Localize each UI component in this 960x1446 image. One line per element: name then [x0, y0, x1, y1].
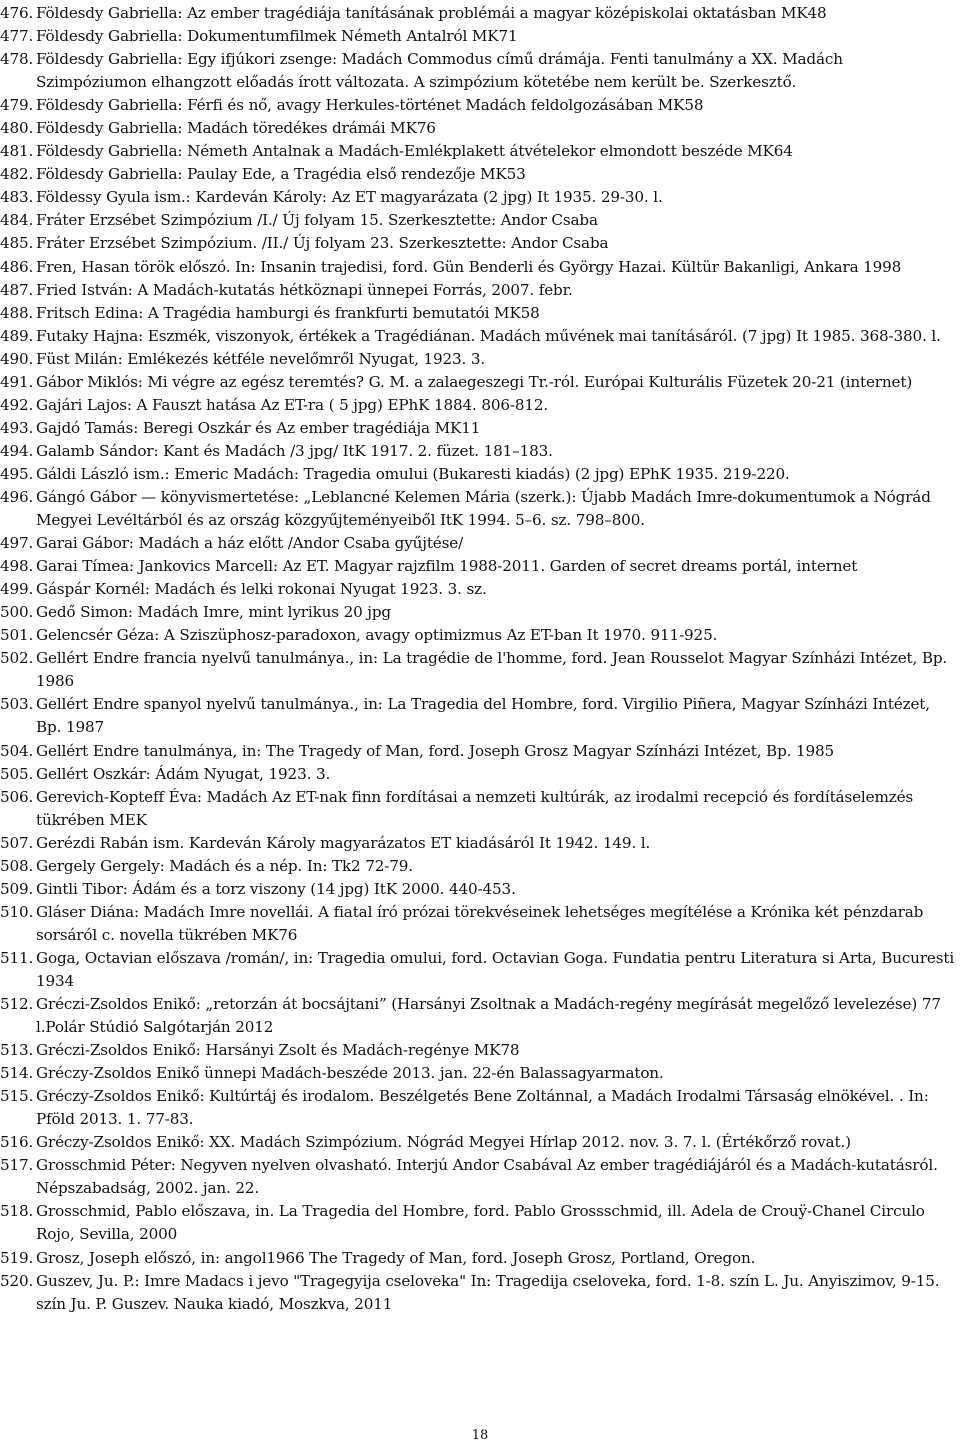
entry-number: 486.: [0, 257, 34, 276]
entry-text: Garai Tímea: Jankovics Marcell: Az ET. Magyar rajzfilm 1988-2011. Garden of secret dreams portál, internet: [36, 557, 858, 576]
bibliography-entry: [0, 763, 960, 786]
entry-text: Gréczy-Zsoldos Enikő ünnepi Madách-beszéde 2013. jan. 22-én Balassagyarmaton.: [36, 1064, 664, 1083]
entry-text: Földesdy Gabriella: Madách töredékes drámái MK76: [36, 119, 436, 138]
entry-text: Gréczi-Zsoldos Enikő: Harsányi Zsolt és Madách-regénye MK78: [36, 1041, 520, 1060]
entry-number: 507.: [0, 833, 34, 852]
entry-number: 512.: [0, 995, 34, 1014]
entry-text: Gellért Endre tanulmánya, in: The Tragedy of Man, ford. Joseph Grosz Magyar Színházi Intézet, Bp. 1985: [36, 741, 835, 760]
bibliography-entry: [0, 786, 960, 832]
bibliography-entry: [0, 947, 960, 993]
entry-number: 513.: [0, 1041, 34, 1060]
entry-text: Gáldi László ism.: Emeric Madách: Tragedia omului (Bukaresti kiadás) (2 jpg) EPhK 1935. 219-220.: [36, 464, 790, 483]
entry-text: Goga, Octavian előszava /román/, in: Tragedia omului, ford. Octavian Goga. Fundatia pentru Literatura si Arta, Bucuresti 1934: [36, 948, 955, 990]
entry-text: Gelencsér Géza: A Sziszüphosz-paradoxon, avagy optimizmus Az ET-ban It 1970. 911-925.: [36, 626, 718, 645]
bibliography-entry: [0, 578, 960, 601]
entry-number: 497.: [0, 534, 34, 553]
entry-text: Grosschmid, Pablo előszava, in. La Tragedia del Hombre, ford. Pablo Grossschmid, ill. Adela de Crouÿ-Chanel Circulo Rojo, Sevilla, 2000: [36, 1202, 925, 1244]
entry-text: Gerézdi Rabán ism. Kardeván Károly magyarázatos ET kiadásáról It 1942. 149. l.: [36, 833, 651, 852]
bibliography-entry: [0, 532, 960, 555]
bibliography-entry: [0, 94, 960, 117]
bibliography-entry: [0, 1131, 960, 1154]
bibliography-entry: [0, 601, 960, 624]
entry-text: Grosz, Joseph előszó, in: angol1966 The Tragedy of Man, ford. Joseph Grosz, Portland, Oregon.: [36, 1248, 756, 1267]
bibliography-entry: [0, 2, 960, 25]
entry-number: 504.: [0, 741, 34, 760]
bibliography-entry: [0, 163, 960, 186]
entry-text: Garai Gábor: Madách a ház előtt /Andor Csaba gyűjtése/: [36, 534, 464, 553]
entry-text: Gintli Tibor: Ádám és a torz viszony (14 jpg) ItK 2000. 440-453.: [36, 879, 516, 898]
entry-text: Gellért Endre spanyol nyelvű tanulmánya., in: La Tragedia del Hombre, ford. Virgilio Piñera, Magyar Színházi Intézet, Bp. 1987: [36, 695, 930, 737]
bibliography-entry: [0, 209, 960, 232]
entry-text: Fried István: A Madách-kutatás hétköznapi ünnepei Forrás, 2007. febr.: [36, 280, 573, 299]
bibliography-entry: [0, 624, 960, 647]
bibliography-entry: [0, 693, 960, 739]
entry-text: Földesdy Gabriella: Paulay Ede, a Tragédia első rendezője MK53: [36, 165, 526, 184]
entry-number: 492.: [0, 395, 34, 414]
entry-text: Galamb Sándor: Kant és Madách /3 jpg/ ItK 1917. 2. füzet. 181–183.: [36, 441, 553, 460]
entry-text: Gellért Endre francia nyelvű tanulmánya., in: La tragédie de l'homme, ford. Jean Rousselot Magyar Színházi Intézet, Bp. 1986: [36, 649, 948, 691]
entry-number: 520.: [0, 1271, 34, 1290]
entry-number: 508.: [0, 856, 34, 875]
entry-text: Grosschmid Péter: Negyven nyelven olvasható. Interjú Andor Csabával Az ember tragédiájáról és a Madách-kutatásról. Népszabadság, 2002. jan. 22.: [36, 1156, 938, 1198]
entry-number: 484.: [0, 211, 34, 230]
entry-number: 518.: [0, 1202, 34, 1221]
bibliography-entry: [0, 232, 960, 255]
entry-number: 509.: [0, 879, 34, 898]
bibliography-entry: [0, 394, 960, 417]
bibliography-entry: [0, 1085, 960, 1131]
bibliography-entry: [0, 140, 960, 163]
bibliography-entry: [0, 901, 960, 947]
entry-number: 514.: [0, 1064, 34, 1083]
entry-number: 490.: [0, 349, 34, 368]
entry-number: 505.: [0, 764, 34, 783]
entry-text: Földesdy Gabriella: Egy ifjúkori zsenge: Madách Commodus című drámája. Fenti tanulmány a XX. Madách Szimpóziumon elhangzott előadás írott változata. A szimpózium kötetébe nem került be. Szerkesztő.: [36, 50, 843, 92]
bibliography-entry: [0, 878, 960, 901]
entry-number: 498.: [0, 557, 34, 576]
entry-number: 511.: [0, 948, 34, 967]
entry-text: Fráter Erzsébet Szimpózium /I./ Új folyam 15. Szerkesztette: Andor Csaba: [36, 211, 598, 230]
bibliography-entry: [0, 48, 960, 94]
bibliography-entry: [0, 740, 960, 763]
bibliography-entry: [0, 279, 960, 302]
bibliography-entry: [0, 440, 960, 463]
entry-number: 495.: [0, 464, 34, 483]
entry-text: Gréczi-Zsoldos Enikő: „retorzán át bocsájtani” (Harsányi Zsoltnak a Madách-regény megírását megelőző levelezése) 77 l.Polár Stúdió Salgótarján 2012: [36, 995, 941, 1037]
bibliography-entry: [0, 463, 960, 486]
page-number: 18: [471, 1428, 489, 1443]
entry-text: Földesdy Gabriella: Németh Antalnak a Madách-Emlékplakett átvételekor elmondott beszéde MK64: [36, 142, 793, 161]
bibliography-entry: [0, 417, 960, 440]
entry-text: Futaky Hajna: Eszmék, viszonyok, értékek a Tragédiánan. Madách művének mai tanításáról. (7 jpg) It 1985. 368-380. l.: [36, 326, 941, 345]
entry-number: 503.: [0, 695, 34, 714]
bibliography-entry: [0, 1154, 960, 1200]
entry-text: Gáspár Kornél: Madách és lelki rokonai Nyugat 1923. 3. sz.: [36, 580, 487, 599]
entry-number: 482.: [0, 165, 34, 184]
entry-number: 494.: [0, 441, 34, 460]
bibliography-entry: [0, 1062, 960, 1085]
bibliography-entry: [0, 855, 960, 878]
entry-number: 478.: [0, 50, 34, 69]
entry-text: Gerevich-Kopteff Éva: Madách Az ET-nak finn fordításai a nemzeti kultúrák, az irodalmi recepció és fordításelemzés tükrében MEK: [36, 787, 914, 829]
entry-text: Gedő Simon: Madách Imre, mint lyrikus 20 jpg: [36, 603, 391, 622]
entry-text: Gellért Oszkár: Ádám Nyugat, 1923. 3.: [36, 764, 331, 783]
entry-number: 479.: [0, 96, 34, 115]
entry-number: 499.: [0, 580, 34, 599]
entry-text: Gergely Gergely: Madách és a nép. In: Tk2 72-79.: [36, 856, 413, 875]
bibliography-entry: [0, 302, 960, 325]
bibliography-entry: [0, 486, 960, 532]
entry-number: 491.: [0, 372, 34, 391]
entry-number: 485.: [0, 234, 34, 253]
bibliography-entry: [0, 647, 960, 693]
bibliography-entry: [0, 117, 960, 140]
bibliography-list: [0, 2, 960, 1316]
entry-number: 488.: [0, 303, 34, 322]
entry-number: 483.: [0, 188, 34, 207]
bibliography-entry: [0, 186, 960, 209]
bibliography-entry: [0, 1270, 960, 1316]
entry-text: Füst Milán: Emlékezés kétféle nevelőmről Nyugat, 1923. 3.: [36, 349, 486, 368]
entry-text: Földesdy Gabriella: Dokumentumfilmek Németh Antalról MK71: [36, 27, 518, 46]
entry-text: Guszev, Ju. P.: Imre Madacs i jevo "Tragegyija cseloveka" In: Tragedija cseloveka, ford. 1-8. szín L. Ju. Anyiszimov, 9-15. szín Ju. P. Guszev. Nauka kiadó, Moszkva, 2011: [36, 1271, 940, 1313]
entry-number: 510.: [0, 902, 34, 921]
entry-number: 500.: [0, 603, 34, 622]
entry-text: Földesdy Gabriella: Az ember tragédiája tanításának problémái a magyar középiskolai oktatásban MK48: [36, 4, 827, 22]
entry-text: Gábor Miklós: Mi végre az egész teremtés? G. M. a zalaegeszegi Tr.-ról. Európai Kulturális Füzetek 20-21 (internet): [36, 372, 913, 391]
entry-text: Gángó Gábor — könyvismertetése: „Leblancné Kelemen Mária (szerk.): Újabb Madách Imre-dokumentumok a Nógrád Megyei Levéltárból és az ország közgyűjteményeiből ItK 1994. 5–6. sz. 798–800.: [36, 487, 931, 530]
entry-number: 501.: [0, 626, 34, 645]
entry-text: Fráter Erzsébet Szimpózium. /II./ Új folyam 23. Szerkesztette: Andor Csaba: [36, 234, 609, 253]
entry-number: 496.: [0, 487, 34, 506]
entry-number: 476.: [0, 4, 34, 22]
bibliography-entry: [0, 555, 960, 578]
bibliography-entry: [0, 832, 960, 855]
bibliography-entry: [0, 348, 960, 371]
bibliography-entry: [0, 1039, 960, 1062]
entry-number: 519.: [0, 1248, 34, 1267]
entry-number: 489.: [0, 326, 34, 345]
entry-text: Földesdy Gabriella: Férfi és nő, avagy Herkules-történet Madách feldolgozásában MK58: [36, 96, 704, 115]
bibliography-entry: [0, 371, 960, 394]
entry-number: 493.: [0, 418, 34, 437]
entry-text: Gréczy-Zsoldos Enikő: XX. Madách Szimpózium. Nógrád Megyei Hírlap 2012. nov. 3. 7. l. (Értékőrző rovat.): [36, 1133, 851, 1152]
entry-text: Gláser Diána: Madách Imre novellái. A fiatal író prózai törekvéseinek lehetséges megítélése a Krónika két pénzdarab sorsáról c. novella tükrében MK76: [36, 902, 924, 944]
entry-number: 506.: [0, 787, 34, 806]
entry-number: 516.: [0, 1133, 34, 1152]
bibliography-entry: [0, 325, 960, 348]
entry-text: Fren, Hasan török előszó. In: Insanin trajedisi, ford. Gün Benderli és György Hazai. Kültür Bakanligi, Ankara 1998: [36, 257, 902, 276]
entry-text: Gajdó Tamás: Beregi Oszkár és Az ember tragédiája MK11: [36, 418, 481, 437]
bibliography-entry: [0, 1200, 960, 1246]
entry-number: 517.: [0, 1156, 34, 1175]
entry-text: Földessy Gyula ism.: Kardeván Károly: Az ET magyarázata (2 jpg) It 1935. 29-30. l.: [36, 188, 663, 207]
bibliography-entry: [0, 993, 960, 1039]
entry-number: 480.: [0, 119, 34, 138]
bibliography-entry: [0, 256, 960, 279]
entry-number: 502.: [0, 649, 34, 668]
entry-number: 477.: [0, 27, 34, 46]
entry-number: 515.: [0, 1087, 34, 1106]
bibliography-entry: [0, 25, 960, 48]
entry-number: 481.: [0, 142, 34, 161]
bibliography-entry: [0, 1247, 960, 1270]
entry-number: 487.: [0, 280, 34, 299]
entry-text: Gréczy-Zsoldos Enikő: Kultúrtáj és irodalom. Beszélgetés Bene Zoltánnal, a Madách Irodalmi Társaság elnökével. . In: Pföld 2013. 1. 77-83.: [36, 1087, 929, 1129]
entry-text: Fritsch Edina: A Tragédia hamburgi és frankfurti bemutatói MK58: [36, 303, 540, 322]
entry-text: Gajári Lajos: A Fauszt hatása Az ET-ra ( 5 jpg) EPhK 1884. 806-812.: [36, 395, 549, 414]
